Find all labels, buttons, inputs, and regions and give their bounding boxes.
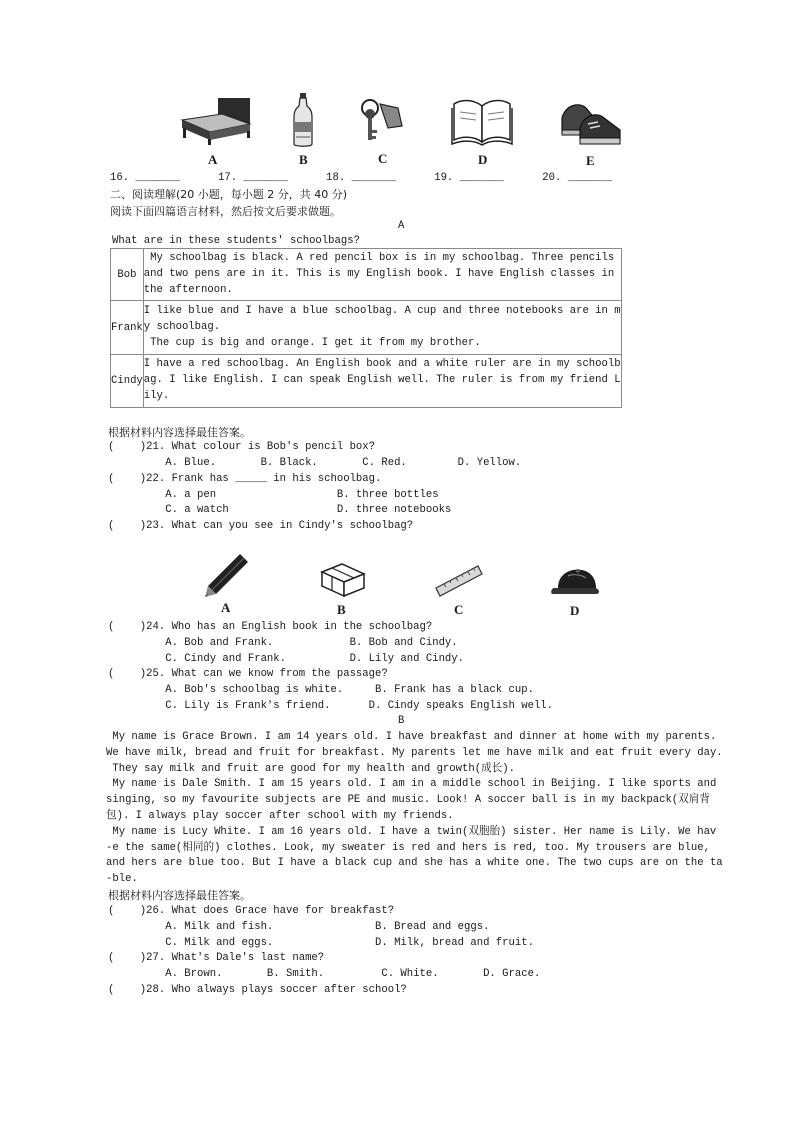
text-line: ag. I like English. I can speak English well. The ruler is from my friend L (143, 374, 621, 387)
shoes-icon (556, 98, 626, 148)
question-22-options-ab: A. a pen B. three bottles (108, 489, 439, 501)
row-text-bob (143, 249, 621, 301)
question-24-options-cd: C. Cindy and Frank. D. Lily and Cindy. (108, 653, 465, 665)
question-25: ( )25. What can we know from the passage? (108, 668, 388, 680)
question-26-options-ab: A. Milk and fish. B. Bread and eggs. (108, 921, 490, 933)
picture-letter-b: B (299, 152, 308, 167)
text-line: I like blue and I have a blue schoolbag. A cup and three notebooks are in m (143, 305, 621, 318)
ruler-icon (434, 562, 484, 598)
book-icon (450, 96, 514, 146)
question-26: ( )26. What does Grace have for breakfast? (108, 905, 395, 917)
choose-instruction-b: 根据材料内容选择最佳答案。 (108, 889, 251, 902)
text-line: They say milk and fruit are good for my health and growth(成长). (106, 762, 515, 775)
text-line: singing, so my favourite subjects are PE and music. Look! A soccer ball is in my backpack(双肩背 (106, 794, 710, 807)
question-22: ( )22. Frank has _____ in his schoolbag. (108, 473, 382, 485)
row-text-cindy (143, 355, 621, 407)
section-heading: 二、阅读理解(20 小题，每小题 2 分，共 40 分) (110, 188, 348, 201)
row-name-cindy: Cindy (111, 355, 144, 407)
row-text-frank (143, 301, 621, 355)
table-row (111, 355, 622, 407)
text-line: y schoolbag. (143, 320, 221, 333)
text-line: and two pens are in it. This is my English book. I have English classes in (143, 267, 615, 280)
row-name-bob: Bob (111, 249, 144, 301)
question-24: ( )24. Who has an English book in the schoolbag? (108, 621, 433, 633)
bottle-icon (292, 92, 314, 148)
q23-letter-a: A (221, 600, 231, 615)
text-line: I have a red schoolbag. An English book and a white ruler are in my schoolb (143, 358, 621, 371)
text-line: My name is Grace Brown. I am 14 years old. I have breakfast and dinner at home with my parents. (106, 731, 717, 743)
picture-letter-d: D (478, 152, 488, 167)
question-26-options-cd: C. Milk and eggs. D. Milk, bread and fruit. (108, 937, 534, 949)
question-24-options-ab: A. Bob and Frank. B. Bob and Cindy. (108, 637, 458, 649)
cap-icon (550, 566, 602, 600)
question-21-options: A. Blue. B. Black. C. Red. D. Yellow. (108, 457, 522, 469)
text-line: My schoolbag is black. A red pencil box is in my schoolbag. Three pencils (143, 252, 615, 264)
text-line: The cup is big and orange. I get it from my brother. (143, 336, 481, 349)
text-line: My name is Lucy White. I am 16 years old. I have a twin(双胞胎) sister. Her name is Lily. We hav (106, 825, 717, 838)
text-line: My name is Dale Smith. I am 15 years old. I am in a middle school in Beijing. I like sports and (106, 778, 717, 791)
question-22-options-cd: C. a watch D. three notebooks (108, 504, 452, 516)
text-line: 包). I always play soccer after school with my friends. (106, 809, 454, 822)
section-instruction: 阅读下面四篇语言材料，然后按文后要求做题。 (110, 205, 341, 218)
passage-b-label: B (398, 715, 405, 727)
bed-icon (178, 96, 252, 146)
pencil-icon (204, 552, 250, 598)
question-21: ( )21. What colour is Bob's pencil box? (108, 441, 376, 453)
question-23: ( )23. What can you see in Cindy's schoolbag? (108, 520, 414, 532)
eraser-icon (318, 560, 368, 600)
choose-instruction-a: 根据材料内容选择最佳答案。 (108, 426, 251, 439)
text-line: and hers are blue too. But I have a black cup and she has a white one. The two cups are on the ta (106, 857, 723, 870)
table-row (111, 249, 622, 301)
question-25-options-ab: A. Bob's schoolbag is white. B. Frank has a black cup. (108, 684, 534, 696)
question-28: ( )28. Who always plays soccer after school? (108, 984, 407, 996)
picture-letter-e: E (586, 153, 595, 168)
picture-letter-c: C (378, 151, 388, 166)
text-line: We have milk, bread and fruit for breakfast. My parents let me have milk and eat fruit every day. (106, 746, 723, 759)
schoolbag-table (110, 248, 622, 408)
text-line: -e the same(相同的) clothes. Look, my sweater is red and hers is red, too. My trousers are blue, (106, 841, 710, 854)
table-question: What are in these students' schoolbags? (112, 235, 360, 247)
text-line: the afternoon. (143, 283, 233, 296)
answer-blanks-16-20: 16. _______ 17. _______ 18. _______ 19. _______ 20. _______ (110, 172, 613, 184)
table-row (111, 301, 622, 355)
keys-icon (358, 96, 406, 148)
question-25-options-cd: C. Lily is Frank's friend. D. Cindy speaks English well. (108, 700, 554, 712)
passage-a-label: A (398, 220, 405, 232)
text-line: -ble. (106, 873, 138, 886)
picture-letter-a: A (208, 152, 218, 167)
row-name-frank: Frank (111, 301, 144, 355)
q23-letter-c: C (454, 602, 464, 617)
passage-b-text (106, 730, 723, 888)
question-27-options: A. Brown. B. Smith. C. White. D. Grace. (108, 968, 541, 980)
question-27: ( )27. What's Dale's last name? (108, 952, 325, 964)
q23-letter-b: B (337, 602, 346, 617)
q23-letter-d: D (570, 603, 580, 618)
text-line: ily. (143, 389, 170, 402)
